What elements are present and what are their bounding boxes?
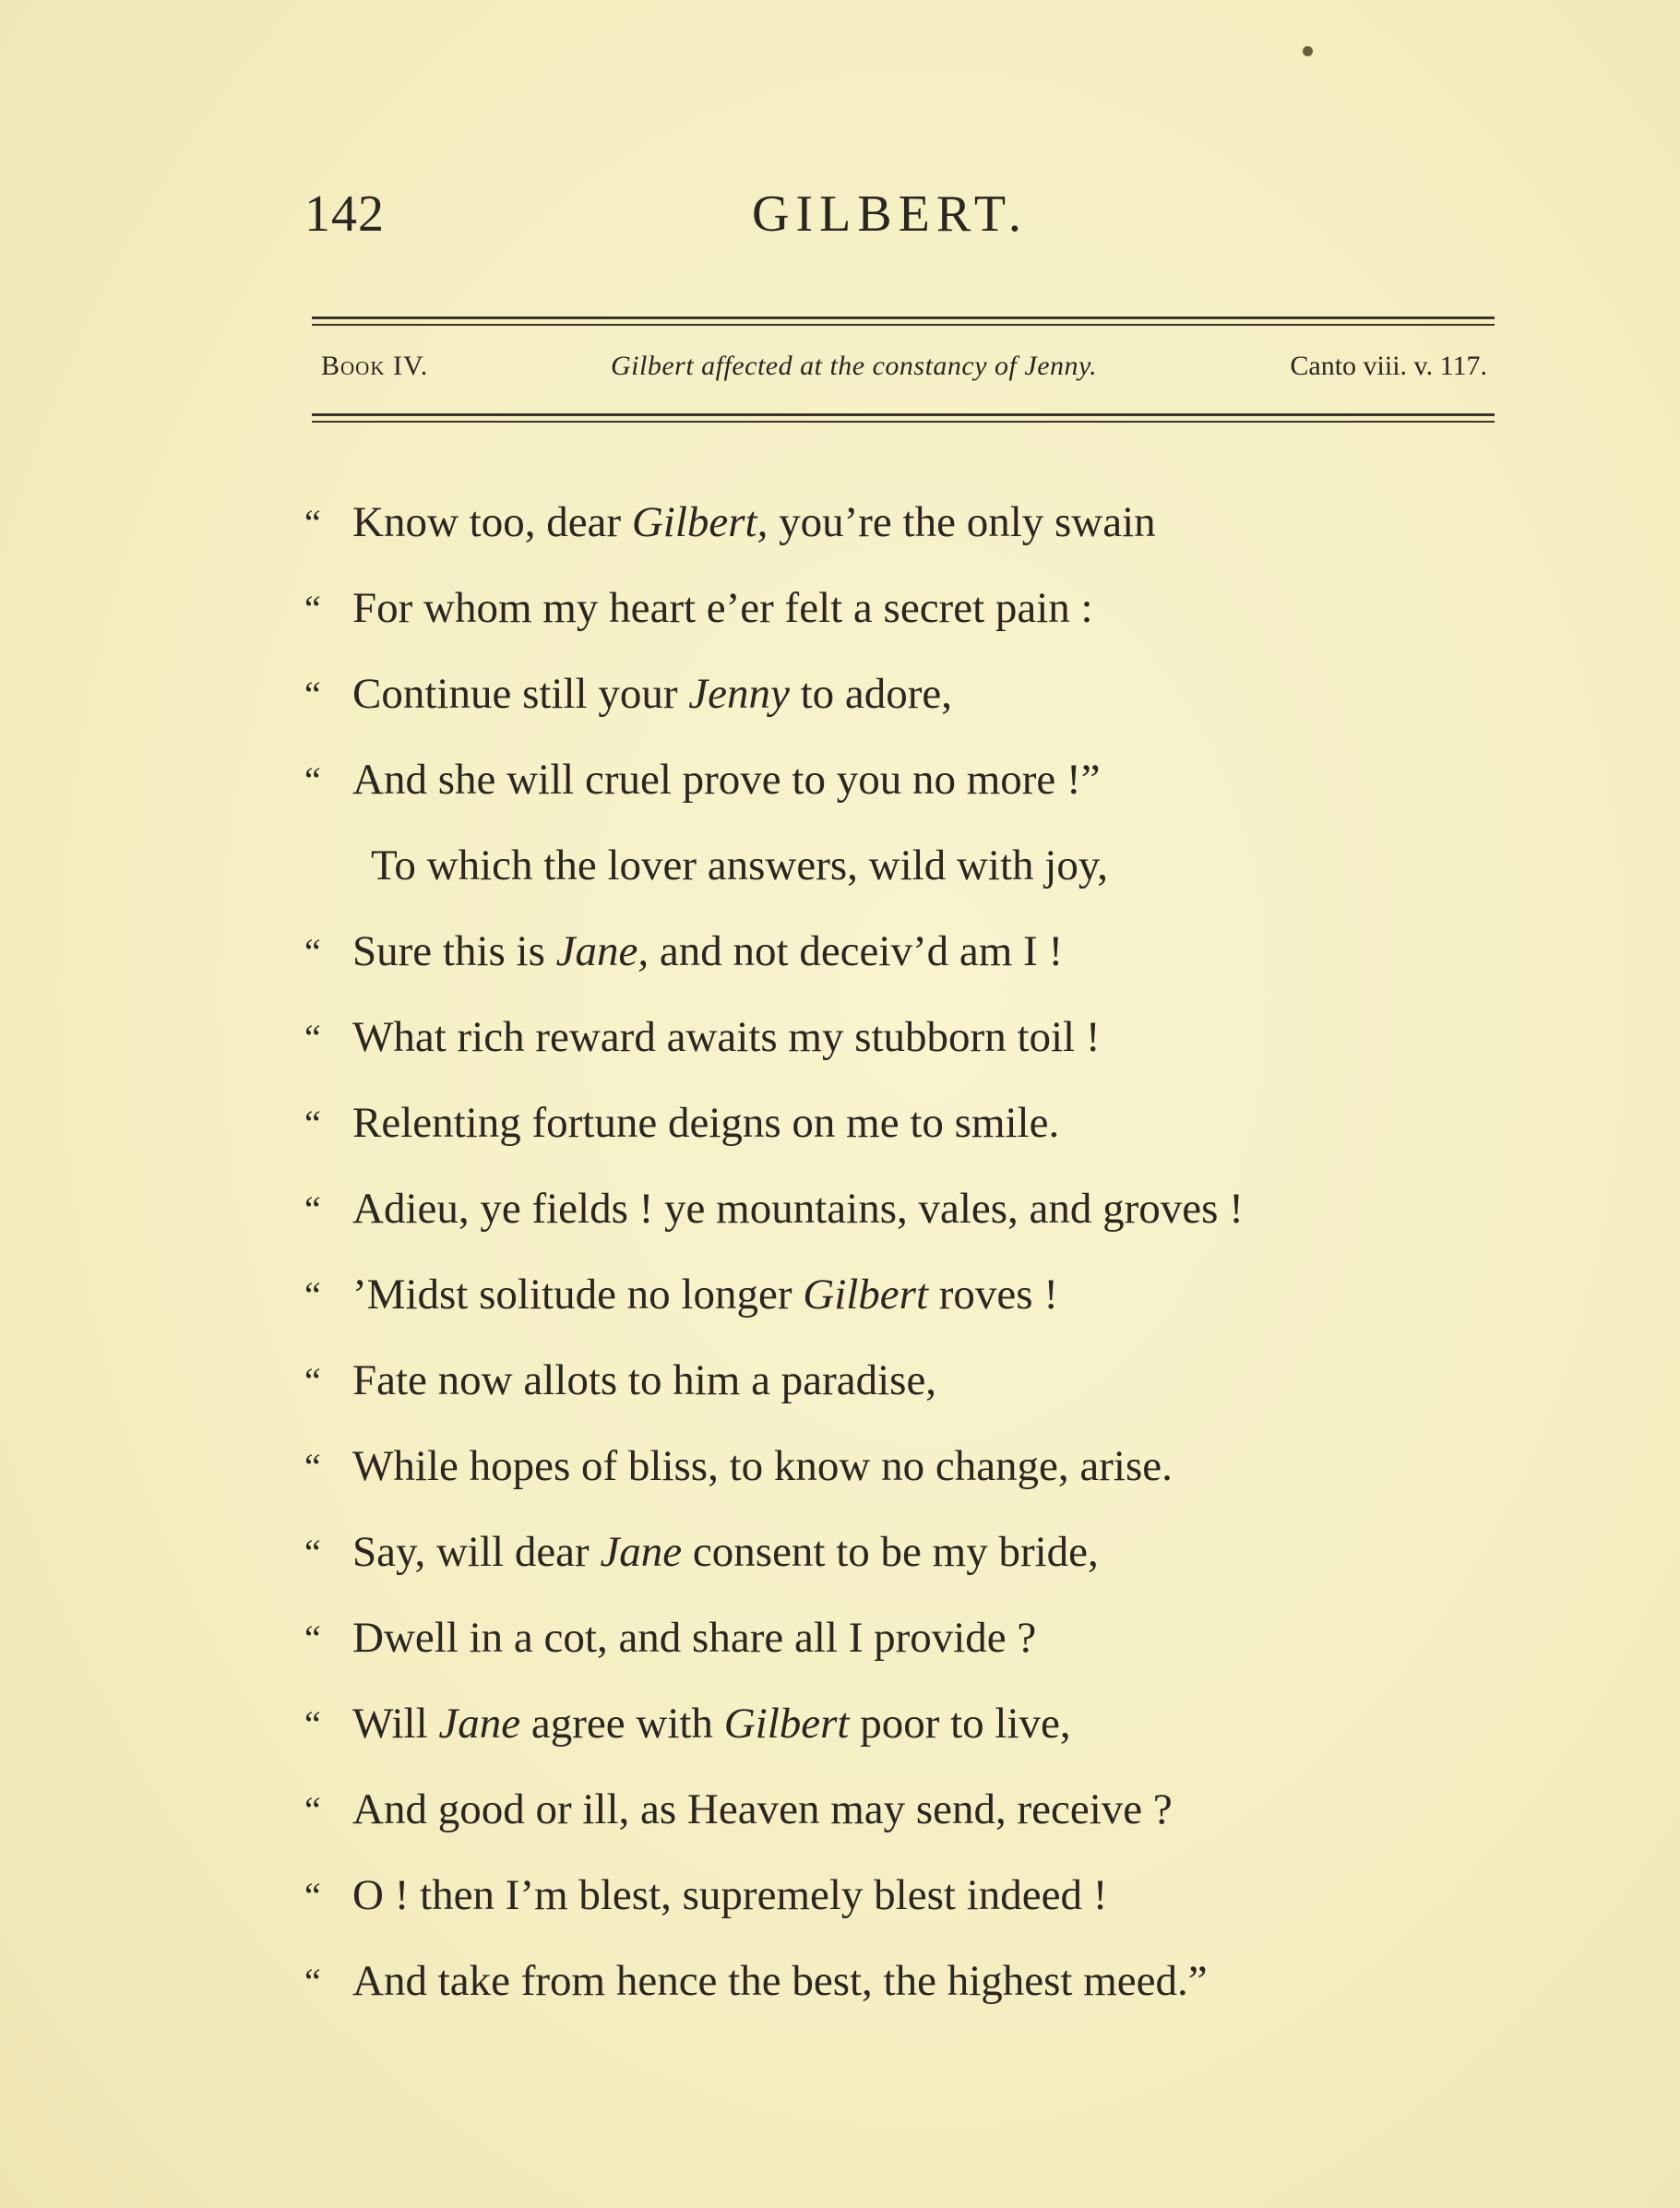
verse-line [304,651,1504,737]
top-rule [312,316,1495,319]
opening-quote-mark: “ [304,1961,321,2002]
verse-line-text [352,651,952,737]
verse-line [304,1080,1504,1166]
verse-line [304,995,1504,1080]
verse-line [304,1510,1504,1595]
verse-line [304,1681,1504,1767]
verse-line-text [352,737,1101,823]
subject-label: Gilbert affected at the constancy of Jenny. [611,351,1098,381]
opening-quote-mark: “ [304,759,321,801]
verse-line [304,1595,1504,1681]
verse-text: Continue still your [352,670,689,718]
verse-text: What rich reward awaits my stubborn toil ! [352,1013,1101,1061]
verse-line [304,1853,1504,1939]
verse-text: Fate now allots to him a paradise, [352,1356,937,1404]
verse-text: poor to live, [849,1700,1071,1748]
verse-text: to adore, [789,670,953,718]
italic-name: Jane [438,1700,521,1748]
verse-line-text [352,1080,1059,1166]
verse-text: and not deceiv’d am I ! [649,927,1064,975]
verse-line-text [352,1338,936,1424]
top-rule-thin [312,324,1495,326]
opening-quote-mark: “ [304,1532,321,1573]
verse-line-text [371,823,1108,909]
book-label: Book IV. [321,351,429,381]
ink-speck [1303,46,1313,56]
verse-line [304,1338,1504,1424]
verse-line [304,1424,1504,1510]
verse-text: ’Midst solitude no longer [352,1271,804,1319]
verse-text: consent to be my bride, [682,1528,1099,1576]
italic-name: Gilbert [723,1700,850,1748]
opening-quote-mark: “ [304,1617,321,1659]
opening-quote-mark: “ [304,931,321,973]
verse-text: Know too, dear [352,498,632,546]
verse-line-text [352,1767,1173,1853]
verse-line-text [352,1252,1058,1338]
verse-line [304,1939,1504,2024]
verse-text: roves ! [928,1271,1058,1319]
verse-line [304,566,1504,651]
verse-line-text [352,1510,1099,1595]
verse-line [304,823,1504,909]
verse-text: To which the lover answers, wild with joy, [371,841,1109,889]
verse-body [304,480,1504,2024]
verse-line [304,1767,1504,1853]
verse-line [304,737,1504,823]
opening-quote-mark: “ [304,1446,321,1487]
verse-line-text [352,1166,1244,1252]
italic-name: Jane, [555,927,649,975]
verse-text: And she will cruel prove to you no more !” [352,756,1101,804]
verse-line [304,1252,1504,1338]
verse-text: O ! then I’m blest, supremely blest indeed ! [352,1871,1108,1919]
verse-text: you’re the only swain [768,498,1156,546]
verse-line-text [352,909,1063,995]
verse-text: For whom my heart e’er felt a secret pain : [352,584,1093,632]
opening-quote-mark: “ [304,1017,321,1058]
running-title: GILBERT. [752,185,1028,243]
italic-name: Gilbert, [631,498,769,546]
verse-line [304,1166,1504,1252]
opening-quote-mark: “ [304,1274,321,1316]
verse-text: agree with [520,1700,724,1748]
opening-quote-mark: “ [304,1103,321,1144]
italic-name: Jane [600,1528,683,1576]
opening-quote-mark: “ [304,1789,321,1831]
verse-text: While hopes of bliss, to know no change, arise. [352,1442,1173,1490]
verse-line-text [352,1939,1208,2024]
page-number: 142 [304,185,385,243]
bottom-rule [312,413,1495,416]
verse-line-text [352,1681,1071,1767]
verse-line-text [352,1424,1173,1510]
verse-text: Sure this is [352,927,556,975]
opening-quote-mark: “ [304,502,321,543]
opening-quote-mark: “ [304,588,321,629]
italic-name: Jenny [688,670,790,718]
verse-text: Relenting fortune deigns on me to smile. [352,1099,1060,1147]
verse-text: And good or ill, as Heaven may send, receive ? [352,1785,1173,1833]
opening-quote-mark: “ [304,1703,321,1745]
verse-line-text [352,1853,1107,1939]
opening-quote-mark: “ [304,1875,321,1916]
verse-text: Dwell in a cot, and share all I provide ? [352,1614,1037,1662]
italic-name: Gilbert [803,1271,929,1319]
verse-line [304,480,1504,566]
canto-label: Canto viii. v. 117. [1290,351,1487,381]
verse-text: Adieu, ye fields ! ye mountains, vales, and groves ! [352,1185,1244,1233]
verse-text: Say, will dear [352,1528,601,1576]
verse-text: And take from hence the best, the highest meed.” [352,1957,1208,2005]
verse-line [304,909,1504,995]
verse-line-text [352,480,1156,566]
verse-line-text [352,995,1101,1080]
verse-line-text [352,1595,1036,1681]
opening-quote-mark: “ [304,1188,321,1230]
verse-line-text [352,566,1093,651]
bottom-rule-thin [312,421,1495,423]
opening-quote-mark: “ [304,1360,321,1402]
verse-text: Will [352,1700,439,1748]
opening-quote-mark: “ [304,674,321,715]
